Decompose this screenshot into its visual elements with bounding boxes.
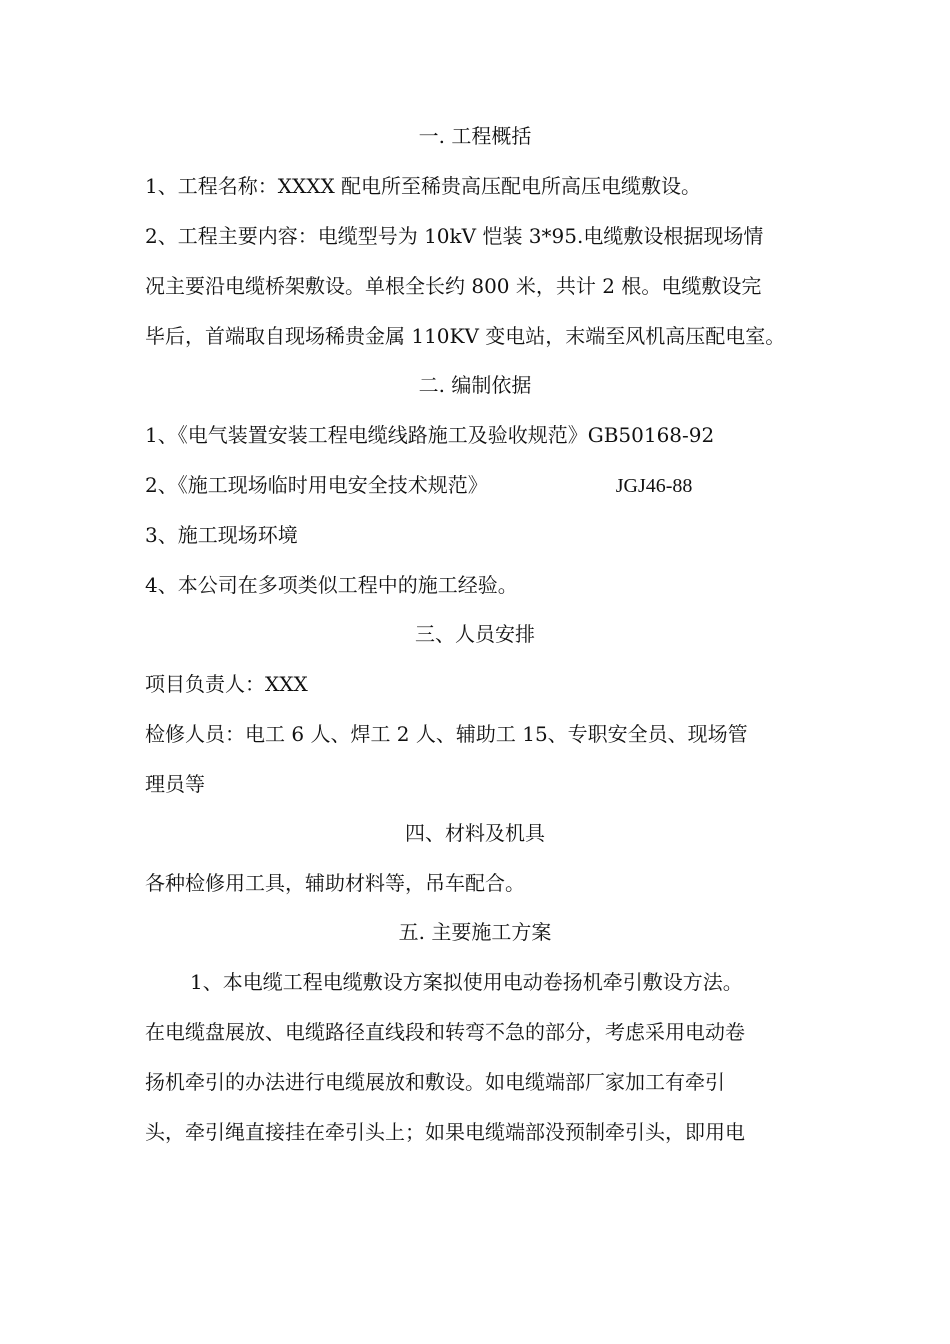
plan-paragraph-line-2: 在电缆盘展放、电缆路径直线段和转弯不急的部分，考虑采用电动卷 (145, 1020, 745, 1044)
plan-paragraph-line-4: 头，牵引绳直接挂在牵引头上；如果电缆端部没预制牵引头，即用电 (145, 1120, 745, 1144)
basis-item-3: 3、施工现场环境 (145, 523, 298, 547)
project-lead-line: 项目负责人：XXX (145, 672, 308, 696)
section-heading-materials: 四、材料及机具 (405, 821, 545, 845)
section-heading-staffing: 三、人员安排 (415, 622, 535, 646)
project-content-line-2: 况主要沿电缆桥架敷设。单根全长约 800 米，共计 2 根。电缆敷设完 (145, 274, 762, 298)
section-heading-plan: 五. 主要施工方案 (398, 920, 552, 944)
basis-item-1: 1、《电气装置安装工程电缆线路施工及验收规范》GB50168-92 (145, 423, 715, 447)
plan-paragraph-line-3: 扬机牵引的办法进行电缆展放和敷设。如电缆端部厂家加工有牵引 (145, 1070, 725, 1094)
plan-paragraph-line-1: 1、本电缆工程电缆敷设方案拟使用电动卷扬机牵引敷设方法。 (190, 970, 743, 994)
basis-item-2-code: JGJ46-88 (615, 475, 693, 497)
staff-line-2: 理员等 (145, 772, 205, 796)
basis-item-2 (145, 471, 815, 500)
project-content-line-3: 毕后，首端取自现场稀贵金属 110KV 变电站，末端至风机高压配电室。 (145, 324, 786, 348)
section-heading-basis: 二. 编制依据 (418, 373, 532, 397)
basis-item-4: 4、本公司在多项类似工程中的施工经验。 (145, 573, 518, 597)
project-name-line: 1、工程名称：XXXX 配电所至稀贵高压配电所高压电缆敷设。 (145, 174, 702, 198)
materials-line: 各种检修用工具，辅助材料等，吊车配合。 (145, 871, 525, 895)
project-content-line-1: 2、工程主要内容：电缆型号为 10kV 恺装 3*95.电缆敷设根据现场情 (145, 224, 764, 248)
staff-line-1: 检修人员：电工 6 人、焊工 2 人、辅助工 15、专职安全员、现场管 (145, 722, 748, 746)
section-heading-overview: 一. 工程概括 (418, 124, 532, 148)
basis-item-2-title: 2、《施工现场临时用电安全技术规范》 (145, 473, 488, 497)
